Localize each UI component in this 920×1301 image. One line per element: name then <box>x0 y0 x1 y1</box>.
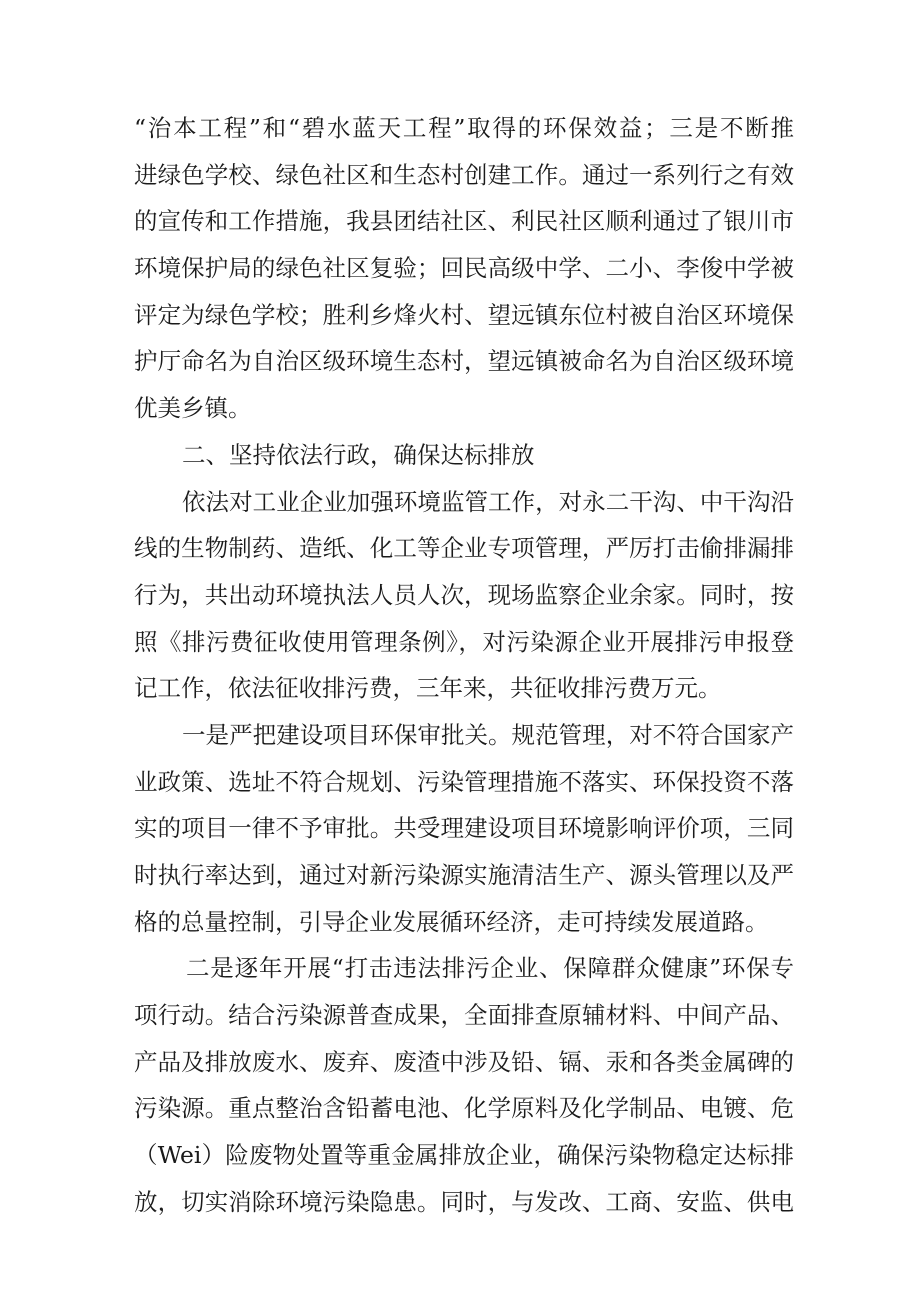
text-line: 时执行率达到，通过对新污染源实施清洁生产、源头管理以及严 <box>134 861 794 889</box>
text-line: 的宣传和工作措施，我县团结社区、利民社区顺利通过了银川市 <box>134 207 794 236</box>
paragraph <box>134 712 794 945</box>
section-heading <box>134 432 794 479</box>
text-line: 环境保护局的绿色社区复验；回民高级中学、二小、李俊中学被 <box>134 254 794 283</box>
text-line: 产品及排放废水、废弃、废渣中涉及铅、镉、汞和各类金属碑的 <box>134 1047 794 1076</box>
heading-line: 二、坚持依法行政，确保达标排放 <box>182 440 535 469</box>
document-body <box>134 105 794 1226</box>
text-line: 项行动。结合污染源普查成果，全面排查原辅材料、中间产品、 <box>134 1001 794 1030</box>
text-line: （Wei）险废物处置等重金属排放企业，确保污染物稳定达标排 <box>134 1141 794 1170</box>
text-line: 二是逐年开展“打击违法排污企业、保障群众健康”环保专 <box>186 954 794 983</box>
text-line: 行为，共出动环境执法人员人次，现场监察企业余家。同时，按 <box>134 580 794 609</box>
text-line: 放，切实消除环境污染隐患。同时，与发改、工商、安监、供电 <box>134 1187 794 1216</box>
text-line: 照《排污费征收使用管理条例》，对污染源企业开展排污申报登 <box>134 627 794 656</box>
text-line: 评定为绿色学校；胜利乡烽火村、望远镇东位村被自治区环境保 <box>134 300 794 329</box>
text-line: 记工作，依法征收排污费，三年来，共征收排污费万元。 <box>134 674 722 703</box>
text-line: “治本工程”和“碧水蓝天工程”取得的环保效益；三是不断推 <box>134 114 794 142</box>
text-line: 污染源。重点整治含铅蓄电池、化学原料及化学制品、电镀、危 <box>134 1094 794 1123</box>
text-line: 护厅命名为自治区级环境生态村，望远镇被命名为自治区级环境 <box>134 347 794 376</box>
paragraph <box>134 479 794 712</box>
text-line: 业政策、选址不符合规划、污染管理措施不落实、环保投资不落 <box>134 767 794 796</box>
text-line: 一是严把建设项目环保审批关。规范管理，对不符合国家产 <box>182 720 794 749</box>
text-line: 实的项目一律不予审批。共受理建设项目环境影响评价项，三同 <box>134 814 794 843</box>
text-line: 格的总量控制，引导企业发展循环经济，走可持续发展道路。 <box>134 907 769 936</box>
text-line: 线的生物制药、造纸、化工等企业专项管理，严厉打击偷排漏排 <box>134 534 794 563</box>
text-line: 进绿色学校、绿色社区和生态村创建工作。通过一系列行之有效 <box>134 160 794 189</box>
paragraph <box>134 945 794 1225</box>
text-line: 优美乡镇。 <box>134 394 252 423</box>
text-line: 依法对工业企业加强环境监管工作，对永二干沟、中干沟沿 <box>182 487 794 516</box>
paragraph <box>134 105 794 432</box>
